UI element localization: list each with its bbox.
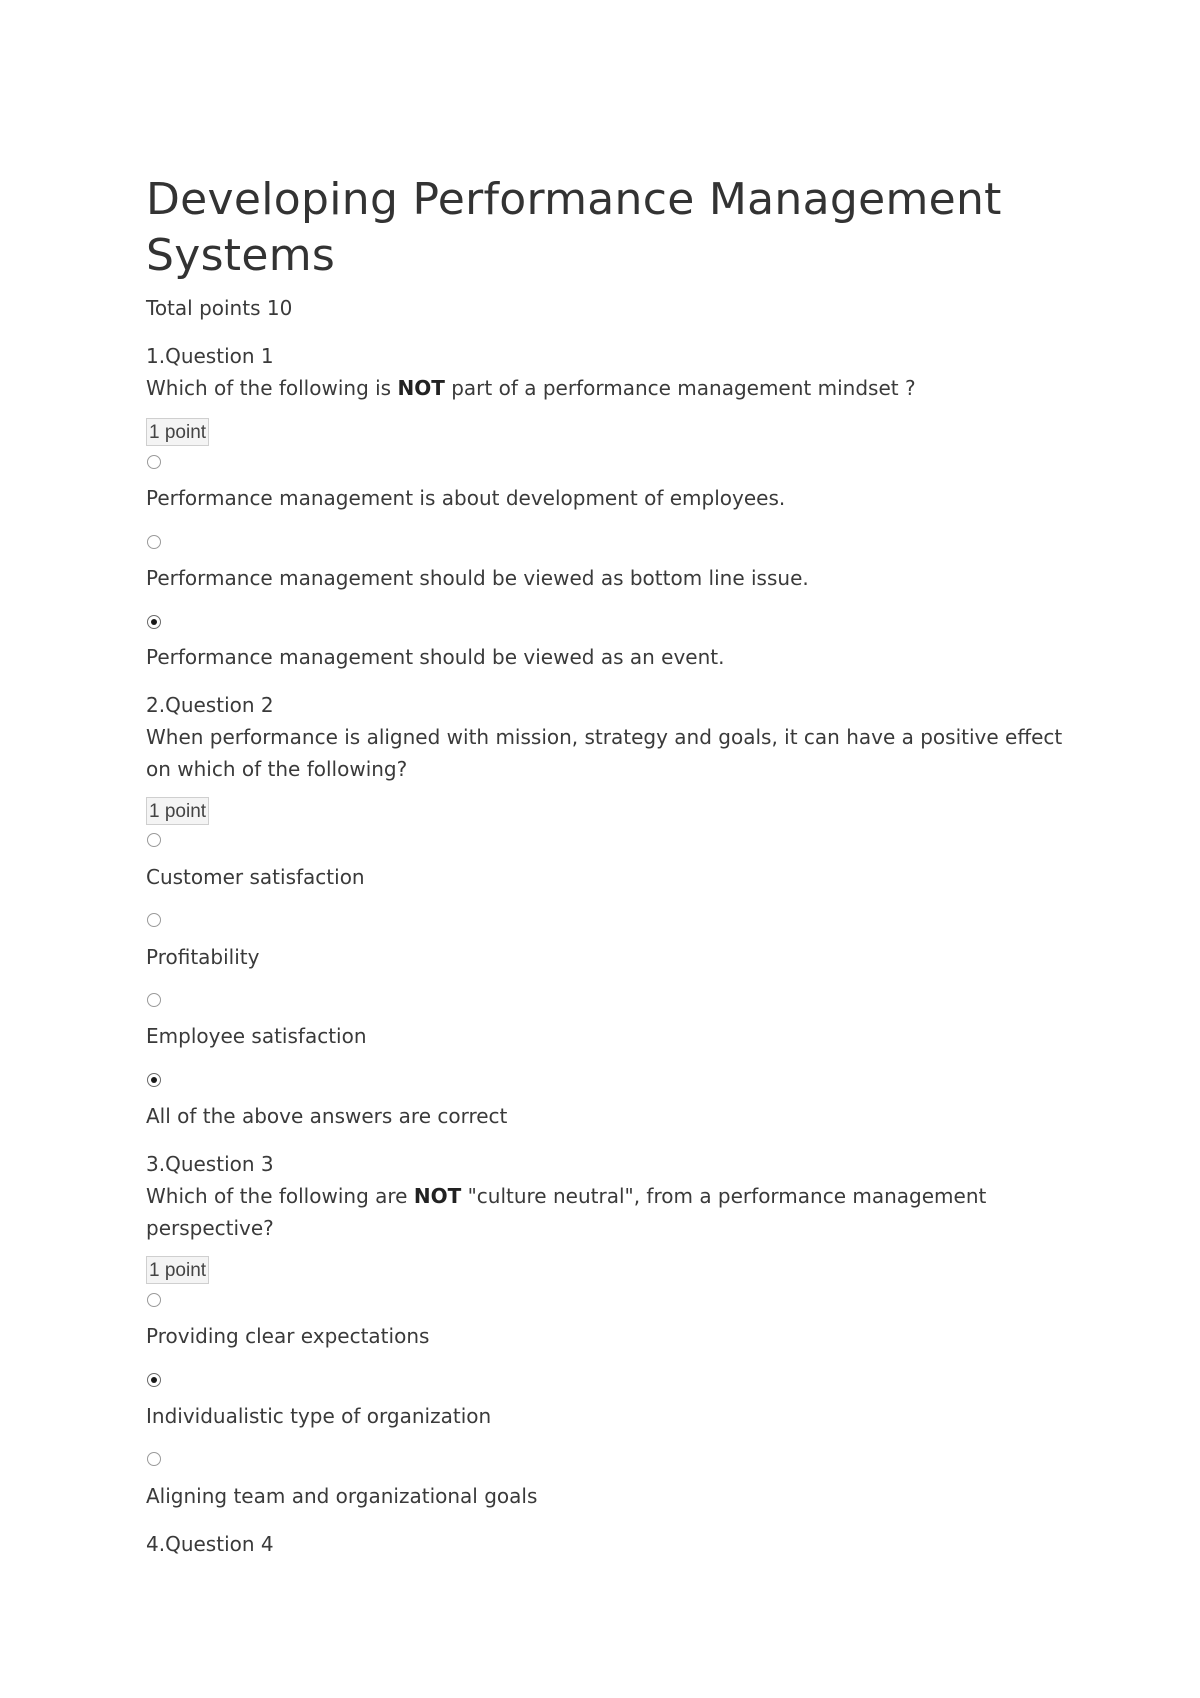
question-4-heading: 4.Question 4 <box>146 1532 274 1556</box>
question-1-points-badge: 1 point <box>146 418 209 446</box>
total-points: Total points 10 <box>146 296 293 320</box>
question-2-option-3-label[interactable]: Employee satisfaction <box>146 1024 367 1048</box>
question-3-prompt-end: "culture neutral", from a performance management perspective? <box>146 1184 987 1240</box>
question-2-points-badge: 1 point <box>146 797 209 825</box>
question-3-option-1-radio[interactable] <box>147 1293 161 1307</box>
question-3-points-badge: 1 point <box>146 1256 209 1284</box>
question-1-prompt-start: Which of the following is <box>146 376 398 400</box>
question-3-option-1-label[interactable]: Providing clear expectations <box>146 1324 430 1348</box>
question-1-option-3-radio[interactable] <box>147 615 161 629</box>
question-2-option-1-label[interactable]: Customer satisfaction <box>146 865 365 889</box>
question-3-option-3-radio[interactable] <box>147 1452 161 1466</box>
question-1-option-1-label[interactable]: Performance management is about development of employees. <box>146 486 786 510</box>
question-2-option-2-label[interactable]: Profitability <box>146 945 260 969</box>
question-1-option-2-radio[interactable] <box>147 535 161 549</box>
question-2-heading: 2.Question 2 <box>146 693 274 717</box>
question-2-option-4-label[interactable]: All of the above answers are correct <box>146 1104 508 1128</box>
question-1-prompt <box>146 372 916 404</box>
question-2-option-1-radio[interactable] <box>147 833 161 847</box>
question-3-prompt-start: Which of the following are <box>146 1184 414 1208</box>
question-1-prompt-end: part of a performance management mindset ? <box>444 376 916 400</box>
question-1-prompt-emphasis: NOT <box>397 376 445 400</box>
question-2-option-4-radio[interactable] <box>147 1073 161 1087</box>
question-3-option-2-label[interactable]: Individualistic type of organization <box>146 1404 492 1428</box>
question-3-option-2-radio[interactable] <box>147 1373 161 1387</box>
question-2-option-2-radio[interactable] <box>147 913 161 927</box>
question-1-heading: 1.Question 1 <box>146 344 274 368</box>
question-2-prompt: When performance is aligned with mission, strategy and goals, it can have a positive effect on which of the following? <box>146 725 1063 781</box>
document-title: Developing Performance Management Systems <box>146 174 1002 281</box>
question-3-heading: 3.Question 3 <box>146 1152 274 1176</box>
question-1-option-3-label[interactable]: Performance management should be viewed as an event. <box>146 645 725 669</box>
question-3-prompt <box>146 1180 1076 1244</box>
question-2-option-3-radio[interactable] <box>147 993 161 1007</box>
question-1-option-2-label[interactable]: Performance management should be viewed as bottom line issue. <box>146 566 809 590</box>
question-1-option-1-radio[interactable] <box>147 455 161 469</box>
question-3-option-3-label[interactable]: Aligning team and organizational goals <box>146 1484 538 1508</box>
question-3-prompt-emphasis: NOT <box>413 1184 462 1208</box>
